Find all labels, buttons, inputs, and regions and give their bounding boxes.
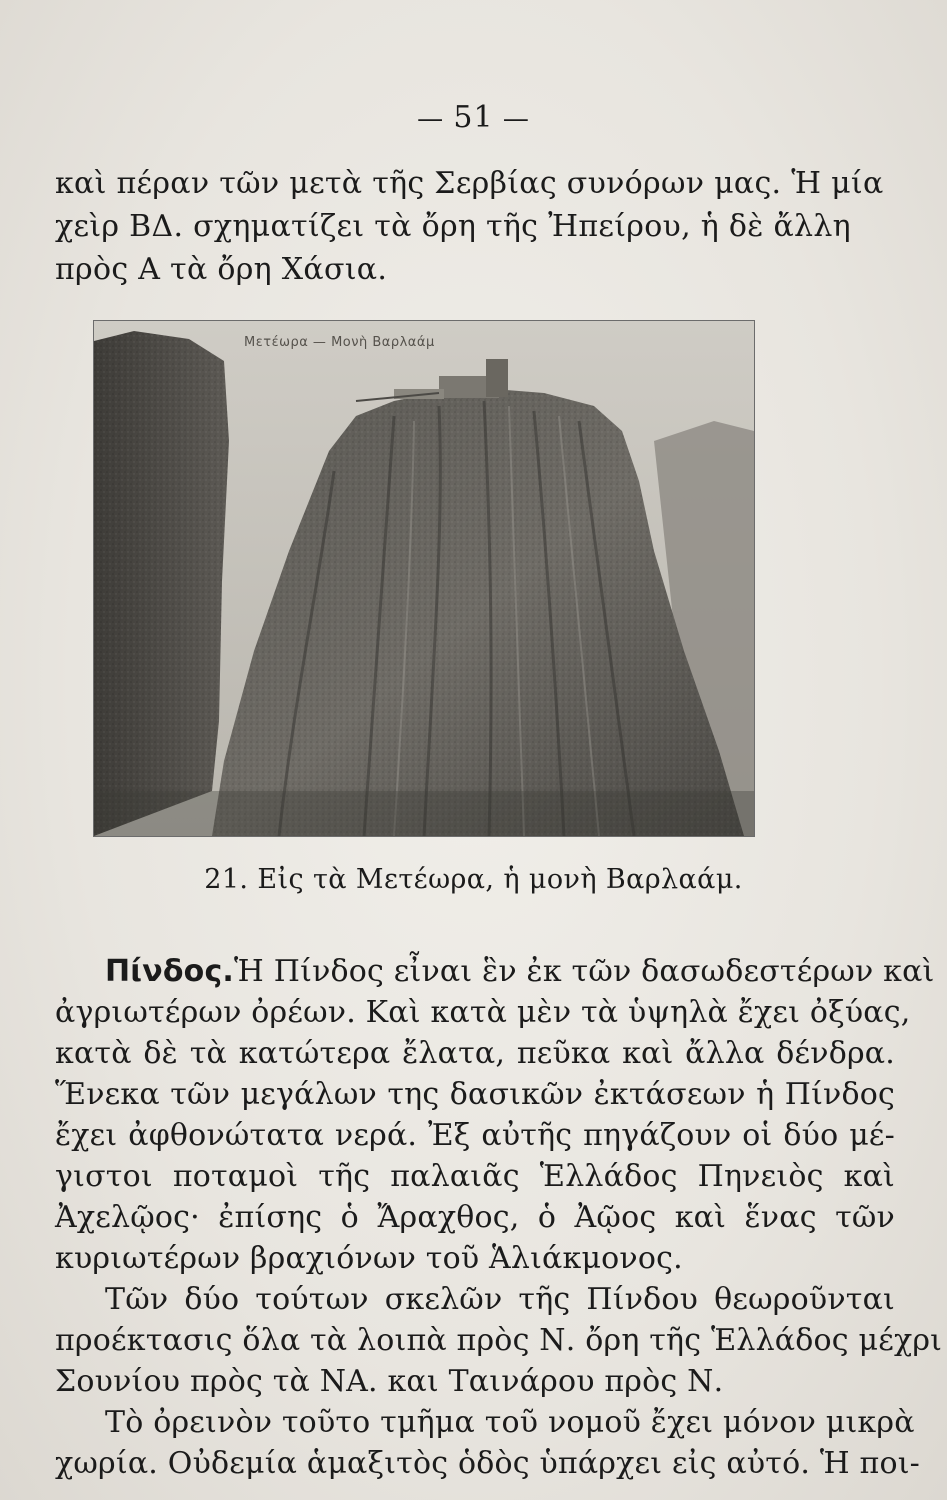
- top-paragraph: [55, 162, 895, 291]
- section-heading: Πίνδος.: [105, 954, 235, 989]
- body-line: Πίνδος.Ἡ Πίνδος εἶναι ἓν ἐκ τῶν δασωδεστέρων καὶ: [55, 951, 895, 992]
- top-paragraph-line: καὶ πέραν τῶν μετὰ τῆς Σερβίας συνόρων μας. Ἡ μία: [55, 166, 884, 201]
- body-line: Σουνίου πρὸς τὰ ΝΑ. και Ταινάρου πρὸς Ν.: [55, 1364, 724, 1399]
- meteora-rock-illustration: [94, 321, 754, 836]
- body-text: [55, 951, 943, 1484]
- photo-inset-label: Μετέωρα — Μονὴ Βαρλαάμ: [244, 335, 435, 350]
- body-line: Ἕνεκα τῶν μεγάλων της δασικῶν ἐκτάσεων ἡ Πίνδος: [55, 1077, 895, 1112]
- figure-caption: 21. Εἰς τὰ Μετέωρα, ἡ μονὴ Βαρλαάμ.: [204, 864, 743, 895]
- top-paragraph-line: πρὸς Α τὰ ὄρη Χάσια.: [55, 252, 388, 287]
- page-number-value: 51: [453, 100, 494, 135]
- body-line: προέκτασις ὅλα τὰ λοιπὰ πρὸς Ν. ὄρη τῆς Ἑλλάδος μέχρι: [55, 1323, 943, 1358]
- body-line: γιστοι ποταμοὶ τῆς παλαιᾶς Ἑλλάδος Πηνειὸς καὶ: [55, 1159, 895, 1194]
- body-line: Τὸ ὀρεινὸν τοῦτο τμῆμα τοῦ νομοῦ ἔχει μόνον μικρὰ: [105, 1405, 915, 1440]
- body-line: κυριωτέρων βραχιόνων τοῦ Ἁλιάκμονος.: [55, 1241, 683, 1276]
- body-line: ἔχει ἀφθονώτατα νερά. Ἐξ αὐτῆς πηγάζουν οἱ δύο μέ-: [55, 1118, 895, 1153]
- body-line: Τῶν δύο τούτων σκελῶν τῆς Πίνδου θεωροῦνται: [105, 1282, 895, 1317]
- body-line: Ἀχελῷος· ἐπίσης ὁ Ἄραχθος, ὁ Ἀῷος καὶ ἕνας τῶν: [55, 1200, 895, 1235]
- body-line: ἀγριωτέρων ὀρέων. Καὶ κατὰ μὲν τὰ ὑψηλὰ ἔχει ὀξύας,: [55, 995, 911, 1030]
- meteora-photo: [93, 320, 755, 837]
- page-number: — 51 —: [417, 100, 530, 135]
- body-line: κατὰ δὲ τὰ κατώτερα ἔλατα, πεῦκα καὶ ἄλλα δένδρα.: [55, 1036, 895, 1071]
- top-paragraph-line: χεὶρ ΒΔ. σχηματίζει τὰ ὄρη τῆς Ἠπείρου, ἡ δὲ ἄλλη: [55, 209, 851, 244]
- body-line: χωρία. Οὐδεμία ἁμαξιτὸς ὁδὸς ὑπάρχει εἰς αὐτό. Ἡ ποι-: [55, 1446, 920, 1481]
